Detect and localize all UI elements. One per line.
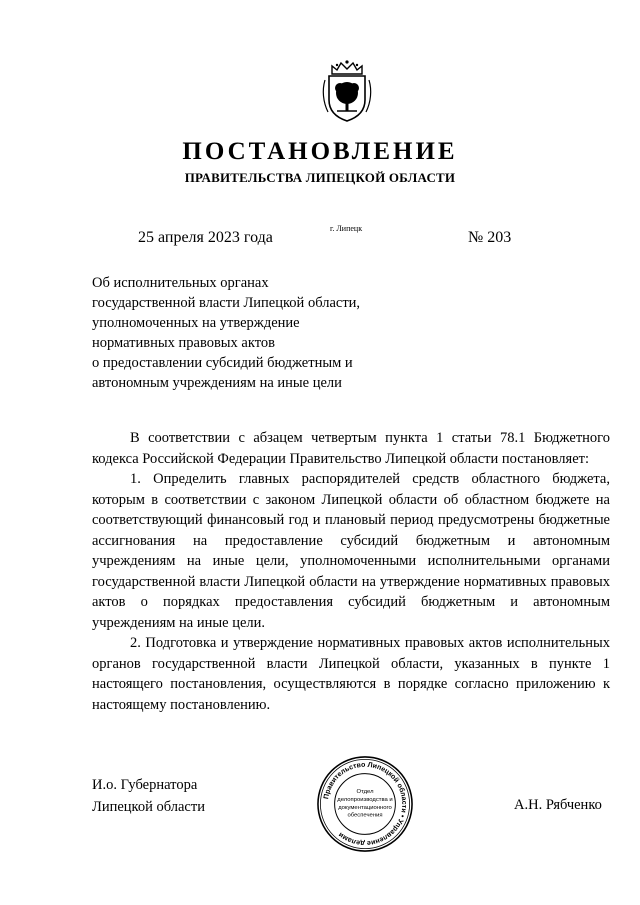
official-stamp (316, 755, 414, 853)
signature-position-line: И.о. Губернатора (92, 777, 198, 793)
document-title: ПОСТАНОВЛЕНИЕ (182, 138, 458, 165)
document-date: 25 апреля 2023 года (138, 229, 273, 246)
signature-name: А.Н. Рябченко (514, 797, 602, 813)
stamp-center-text: документационного (338, 804, 392, 811)
item-1-paragraph: 1. Определить главных распорядителей средств областного бюджета, которым в соответствии с законом Липецкой области об областном бюджете на соответствующий финансовый год и плановый период предусмотрены бюджетные ассигнования на предоставление субсидий бюджетным и автономным учреждениям на иные цели, уполномоченными исполнительными органами государственной власти Липецкой области на утверждение нормативных правовых актов о порядках предоставления субсидий бюджетным и автономным учреждениям на иные цели. (92, 471, 610, 631)
stamp-center-text: Отдел (356, 789, 374, 796)
topic-line: автономным учреждениям на иные цели (92, 375, 342, 391)
document-topic (92, 273, 432, 393)
stamp-ring-text: Правительство Липецкой области • Управление делами (323, 761, 408, 847)
signature-position-line: Липецкой области (92, 799, 205, 815)
topic-line: нормативных правовых актов (92, 335, 275, 351)
topic-line: Об исполнительных органах (92, 275, 269, 291)
coat-of-arms-icon (320, 58, 374, 124)
document-body (92, 428, 610, 715)
document-subtitle: ПРАВИТЕЛЬСТВА ЛИПЕЦКОЙ ОБЛАСТИ (184, 170, 456, 185)
document-city: г. Липецк (330, 224, 363, 233)
document-number: № 203 (468, 229, 512, 246)
topic-line: уполномоченных на утверждение (92, 315, 300, 331)
signature-position (92, 774, 205, 818)
preamble-paragraph: В соответствии с абзацем четвертым пункта 1 статьи 78.1 Бюджетного кодекса Российской Федерации Правительство Липецкой области постановляет: (92, 430, 610, 467)
item-2-paragraph: 2. Подготовка и утверждение нормативных правовых актов исполнительных органов государственной власти Липецкой области, указанных в пункте 1 настоящего постановления, осуществляются в порядке согласно приложению к настоящему постановлению. (92, 635, 610, 713)
topic-line: о предоставлении субсидий бюджетным и (92, 355, 353, 371)
topic-line: государственной власти Липецкой области, (92, 295, 361, 311)
stamp-center-text: делопроизводства и (337, 797, 393, 804)
stamp-center-text: обеспечения (347, 812, 383, 819)
